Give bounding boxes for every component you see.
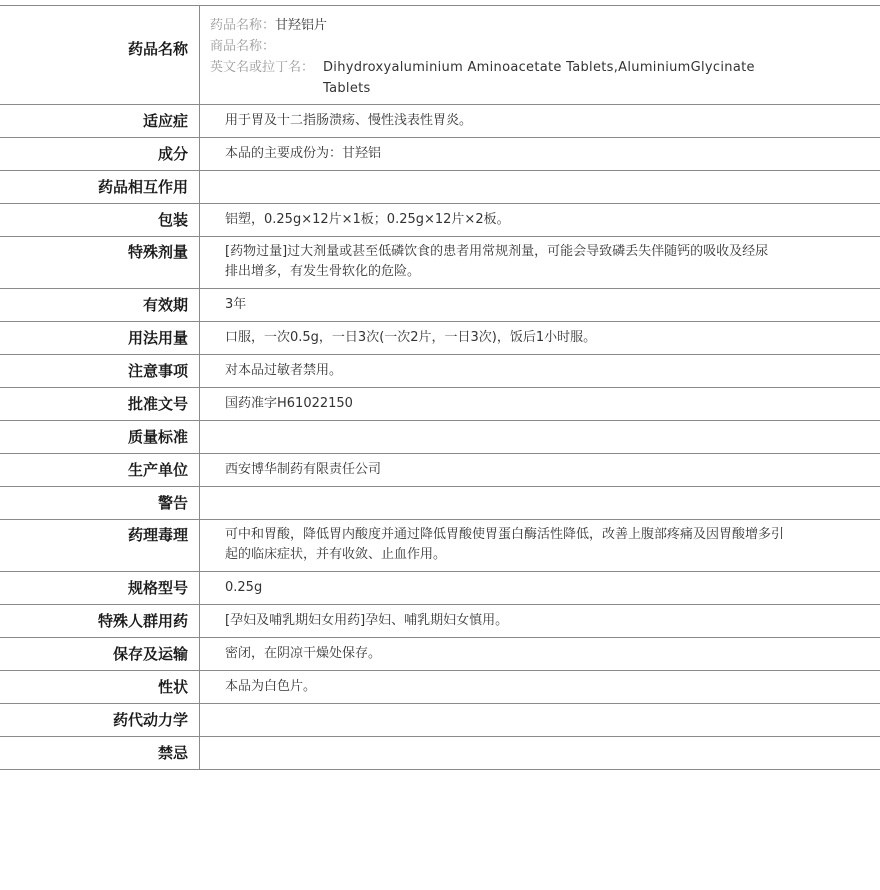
packaging-label: 包装	[0, 204, 200, 236]
approval-number-row	[0, 388, 880, 421]
ingredients-label: 成分	[0, 138, 200, 170]
specification-value: 0.25g	[225, 580, 263, 595]
specification-label: 规格型号	[0, 572, 200, 604]
pharmacokinetics-label: 药代动力学	[0, 704, 200, 736]
precautions-label: 注意事项	[0, 355, 200, 387]
special-dosage-text: [药物过量]过大剂量或甚至低磷饮食的患者用常规剂量，可能会导致磷丢失伴随钙的吸收及经尿排出增多，有发生骨软化的危险。	[225, 244, 769, 279]
contraindications-label: 禁忌	[0, 737, 200, 769]
storage-label: 保存及运输	[0, 638, 200, 670]
indication-row	[0, 105, 880, 138]
precautions-row	[0, 355, 880, 388]
ingredients-value: 本品的主要成份为：甘羟铝	[225, 146, 382, 161]
pharmacology-label: 药理毒理	[0, 520, 200, 571]
manufacturer-row	[0, 454, 880, 487]
drug-name-label: 药品名称	[0, 6, 200, 104]
quality-standard-row	[0, 421, 880, 454]
dosage-label: 用法用量	[0, 322, 200, 354]
trade-name-line	[210, 36, 880, 57]
dosage-row	[0, 322, 880, 355]
storage-row	[0, 638, 880, 671]
interactions-value	[200, 171, 880, 203]
pharmacology-value	[200, 520, 880, 571]
english-name-key: 英文名或拉丁名：	[210, 60, 315, 75]
trade-name-key: 商品名称：	[210, 39, 276, 54]
storage-value: 密闭，在阴凉干燥处保存。	[225, 646, 382, 661]
manufacturer-value: 西安博华制药有限责任公司	[225, 462, 382, 477]
special-dosage-label: 特殊剂量	[0, 237, 200, 288]
contraindications-row	[0, 737, 880, 770]
warning-label: 警告	[0, 487, 200, 519]
special-population-label: 特殊人群用药	[0, 605, 200, 637]
approval-number-value: 国药准字H61022150	[225, 396, 353, 411]
approval-number-label: 批准文号	[0, 388, 200, 420]
appearance-label: 性状	[0, 671, 200, 703]
drug-name-value	[200, 6, 880, 104]
special-dosage-row	[0, 237, 880, 289]
pharmacology-row	[0, 520, 880, 572]
pharmacokinetics-value	[200, 704, 880, 736]
english-name-value: Dihydroxyaluminium Aminoacetate Tablets,AluminiumGlycinate Tablets	[323, 60, 755, 96]
drug-info-table	[0, 5, 880, 770]
packaging-row	[0, 204, 880, 237]
specification-row	[0, 572, 880, 605]
precautions-value: 对本品过敏者禁用。	[225, 363, 343, 378]
indication-value: 用于胃及十二指肠溃疡、慢性浅表性胃炎。	[225, 113, 473, 128]
ingredients-row	[0, 138, 880, 171]
interactions-label: 药品相互作用	[0, 171, 200, 203]
pharmacokinetics-row	[0, 704, 880, 737]
english-name-line	[210, 57, 880, 99]
warning-row	[0, 487, 880, 520]
generic-name-value: 甘羟铝片	[275, 18, 328, 33]
interactions-row	[0, 171, 880, 204]
packaging-value: 铝塑，0.25g×12片×1板；0.25g×12片×2板。	[225, 212, 510, 227]
drug-name-row	[0, 6, 880, 105]
generic-name-key: 药品名称：	[210, 18, 276, 33]
warning-value	[200, 487, 880, 519]
dosage-value: 口服，一次0.5g，一日3次(一次2片，一日3次)，饭后1小时服。	[225, 330, 597, 345]
shelf-life-label: 有效期	[0, 289, 200, 321]
special-dosage-value	[200, 237, 880, 288]
pharmacology-text: 可中和胃酸，降低胃内酸度并通过降低胃酸使胃蛋白酶活性降低，改善上腹部疼痛及因胃酸增多引起的临床症状，并有收敛、止血作用。	[225, 527, 785, 562]
manufacturer-label: 生产单位	[0, 454, 200, 486]
appearance-value: 本品为白色片。	[225, 679, 317, 694]
appearance-row	[0, 671, 880, 704]
quality-standard-label: 质量标准	[0, 421, 200, 453]
indication-label: 适应症	[0, 105, 200, 137]
shelf-life-value: 3年	[225, 297, 247, 312]
special-population-value: [孕妇及哺乳期妇女用药]孕妇、哺乳期妇女慎用。	[225, 613, 509, 628]
contraindications-value	[200, 737, 880, 769]
generic-name-line	[210, 15, 880, 36]
special-population-row	[0, 605, 880, 638]
shelf-life-row	[0, 289, 880, 322]
quality-standard-value	[200, 421, 880, 453]
